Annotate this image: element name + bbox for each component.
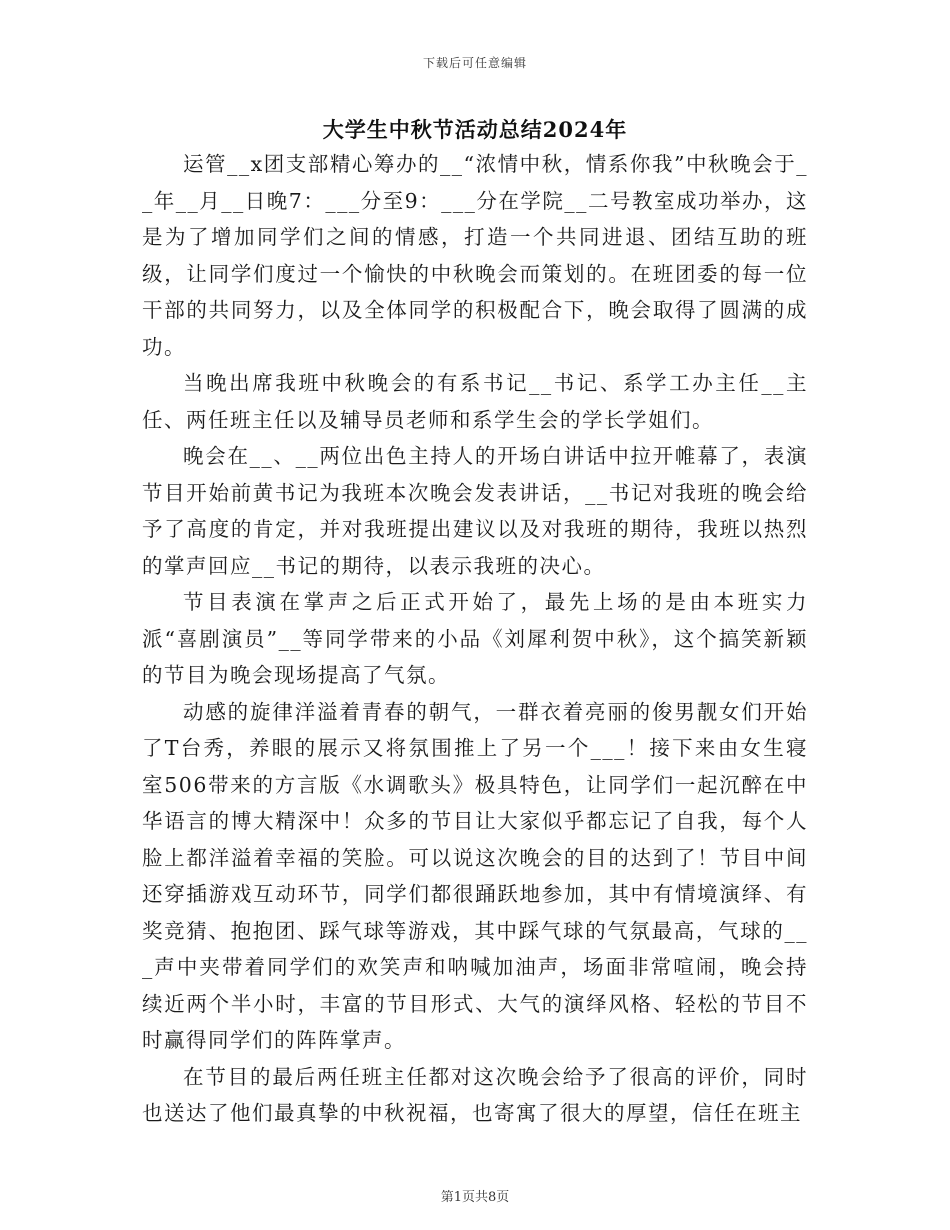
paragraph: 晚会在__、__两位出色主持人的开场白讲话中拉开帷幕了，表演节目开始前黄书记为我班本次晚会发表讲话，__书记对我班的晚会给予了高度的肯定，并对我班提出建议以及对我班的期待，我班以热烈的掌声回应__书记的期待，以表示我班的决心。 [142,444,808,578]
document-body [142,146,808,1132]
paragraph: 当晚出席我班中秋晚会的有系书记__书记、系学工办主任__主任、两任班主任以及辅导员老师和系学生会的学长学姐们。 [142,371,808,432]
paragraph: 动感的旋律洋溢着青春的朝气，一群衣着亮丽的俊男靓女们开始了T台秀，养眼的展示又将氛围推上了另一个___！接下来由女生寝室506带来的方言版《水调歌头》极具特色，让同学们一起沉醉在中华语言的博大精深中！众多的节目让大家似乎都忘记了自我，每个人脸上都洋溢着幸福的笑脸。可以说这次晚会的目的达到了！节目中间还穿插游戏互动环节，同学们都很踊跃地参加，其中有情境演绎、有奖竞猜、抱抱团、踩气球等游戏，其中踩气球的气氛最高，气球的___声中夹带着同学们的欢笑声和呐喊加油声，场面非常喧闹，晚会持续近两个半小时，丰富的节目形式、大气的演绎风格、轻松的节目不时赢得同学们的阵阵掌声。 [142,699,808,1052]
paragraph: 运管__x团支部精心筹办的__“浓情中秋，情系你我”中秋晚会于__年__月__日晚7：___分至9：___分在学院__二号教室成功举办，这是为了增加同学们之间的情感，打造一个共同进退、团结互助的班级，让同学们度过一个愉快的中秋晚会而策划的。在班团委的每一位干部的共同努力，以及全体同学的积极配合下，晚会取得了圆满的成功。 [142,152,808,359]
page-header: 下载后可任意编辑 [422,56,527,70]
paragraph: 节目表演在掌声之后正式开始了，最先上场的是由本班实力派“喜剧演员”__等同学带来的小品《刘犀利贺中秋》，这个搞笑新颖的节目为晚会现场提高了气氛。 [142,590,808,687]
page-footer: 第1页共8页 [440,1190,510,1205]
document-title: 大学生中秋节活动总结2024年 [322,117,628,142]
paragraph: 在节目的最后两任班主任都对这次晚会给予了很高的评价，同时也送达了他们最真挚的中秋祝福，也寄寓了很大的厚望，信任在班主 [142,1064,808,1125]
